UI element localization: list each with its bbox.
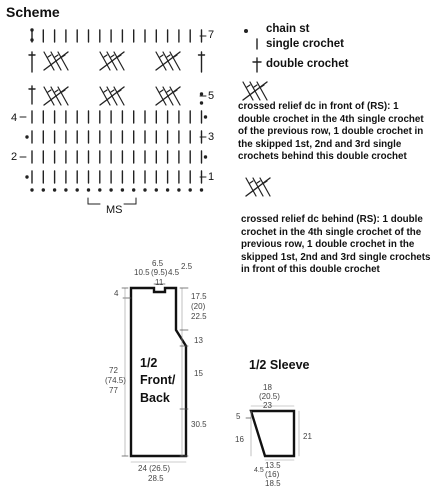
relief-dc-tick: [104, 55, 107, 57]
sleeve-piece-outline: [251, 411, 294, 456]
side-height: 15: [194, 369, 203, 378]
repeat-label: MS: [106, 204, 123, 216]
row-number-2: 2: [11, 151, 18, 163]
chain-st-symbol: [25, 135, 28, 138]
sleeve-cap-drop: 5: [236, 412, 241, 421]
chain-st-symbol: [121, 188, 124, 191]
chain-st-symbol: [98, 188, 101, 191]
chain-st-symbol: [177, 188, 180, 191]
relief-dc-tick: [250, 181, 253, 183]
chain-st-symbol: [87, 188, 90, 191]
row-number-5: 5: [208, 90, 215, 102]
front-back-label-3: Back: [140, 391, 170, 405]
shoulder-2: (20): [191, 302, 206, 311]
legend-chain-label: chain st: [266, 23, 310, 35]
sleeve-left-height: 16: [235, 435, 244, 444]
sleeve-bottom-1: 13.5: [265, 461, 281, 470]
relief-dc-tick: [104, 90, 107, 92]
chain-st-symbol: [204, 115, 207, 118]
sleeve-label: 1/2 Sleeve: [249, 358, 310, 372]
front-back-label-2: Front/: [140, 373, 176, 387]
relief-dc-tick: [48, 55, 51, 57]
relief-dc-tick: [160, 55, 163, 57]
sleeve-top-2: (20.5): [259, 392, 280, 401]
relief-dc-tick: [160, 90, 163, 92]
row-number-3: 3: [208, 131, 215, 143]
lower-height: 30.5: [191, 420, 207, 429]
relief-dc-tick: [247, 85, 250, 87]
total-height-1: 72: [109, 366, 118, 375]
row-number-7: 7: [208, 29, 215, 41]
neck-width-1: 6.5: [152, 259, 164, 268]
total-height-3: 77: [109, 386, 118, 395]
relief-dc-tick: [55, 55, 58, 57]
chain-st-symbol: [42, 188, 45, 191]
legend-relief-front-text: crossed relief dc in front of (RS): 1 double crochet in the 4th single crochet of the previous row, 1 double crochet in the skipped 1st, 2nd and 3rd single crochets behind this double crochet: [238, 101, 424, 163]
front-back-piece-outline: [131, 288, 186, 456]
shoulder-1: 17.5: [191, 292, 207, 301]
relief-dc-tick: [111, 90, 114, 92]
relief-dc-tick: [167, 55, 170, 57]
neck-depth: 4: [114, 289, 119, 298]
bottom-width-1: 24 (26.5): [138, 464, 171, 473]
legend-single-label: single crochet: [266, 38, 344, 50]
neck-width-2: (9.5): [151, 268, 168, 277]
neck-right-2: 2.5: [181, 262, 193, 271]
chain-st-symbol: [166, 188, 169, 191]
total-height-2: (74.5): [105, 376, 126, 385]
legend-chain-symbol: [244, 29, 248, 33]
chain-st-symbol: [204, 155, 207, 158]
chain-st-symbol: [53, 188, 56, 191]
chain-st-symbol: [132, 188, 135, 191]
row-number-1: 1: [208, 171, 215, 183]
relief-dc-tick: [48, 90, 51, 92]
sleeve-bottom-3: 18.5: [265, 479, 281, 488]
neck-left-1: 10.5: [134, 268, 150, 277]
chain-st-symbol: [143, 188, 146, 191]
row-number-4: 4: [11, 112, 18, 124]
relief-dc-tick: [55, 90, 58, 92]
relief-dc-tick: [254, 85, 257, 87]
neck-right-1: 4.5: [168, 268, 180, 277]
shoulder-3: 22.5: [191, 312, 207, 321]
chain-st-symbol: [25, 175, 28, 178]
legend-double-label: double crochet: [266, 58, 349, 70]
sleeve-right-height: 21: [303, 432, 312, 441]
sleeve-bottom-side: 4.5: [254, 467, 264, 474]
bottom-width-2: 28.5: [148, 474, 164, 483]
legend-relief-behind-text: crossed relief dc behind (RS): 1 double crochet in the 4th single crochet of the previous row, 1 double crochet in the skipped 1st, 2nd and 3rd single crochets in front of this double crochet: [241, 214, 431, 276]
relief-dc-tick: [167, 90, 170, 92]
scheme-title: Scheme: [6, 4, 60, 20]
neck-width-3: 11: [155, 278, 164, 287]
sleeve-bottom-2: (16): [265, 470, 280, 479]
chain-st-symbol: [155, 188, 158, 191]
sleeve-top-1: 18: [263, 383, 272, 392]
chain-st-symbol: [30, 188, 33, 191]
chain-st-symbol: [200, 101, 203, 104]
chain-st-symbol: [200, 188, 203, 191]
armhole-height: 13: [194, 336, 203, 345]
chain-st-symbol: [109, 188, 112, 191]
relief-dc-tick: [257, 181, 260, 183]
front-back-label-1: 1/2: [140, 356, 158, 370]
relief-dc-tick: [111, 55, 114, 57]
sleeve-top-3: 23: [263, 401, 272, 410]
chain-st-symbol: [30, 28, 33, 31]
chain-st-symbol: [64, 188, 67, 191]
chain-st-symbol: [76, 188, 79, 191]
chain-st-symbol: [200, 92, 203, 95]
chain-st-symbol: [30, 38, 33, 41]
chain-st-symbol: [189, 188, 192, 191]
